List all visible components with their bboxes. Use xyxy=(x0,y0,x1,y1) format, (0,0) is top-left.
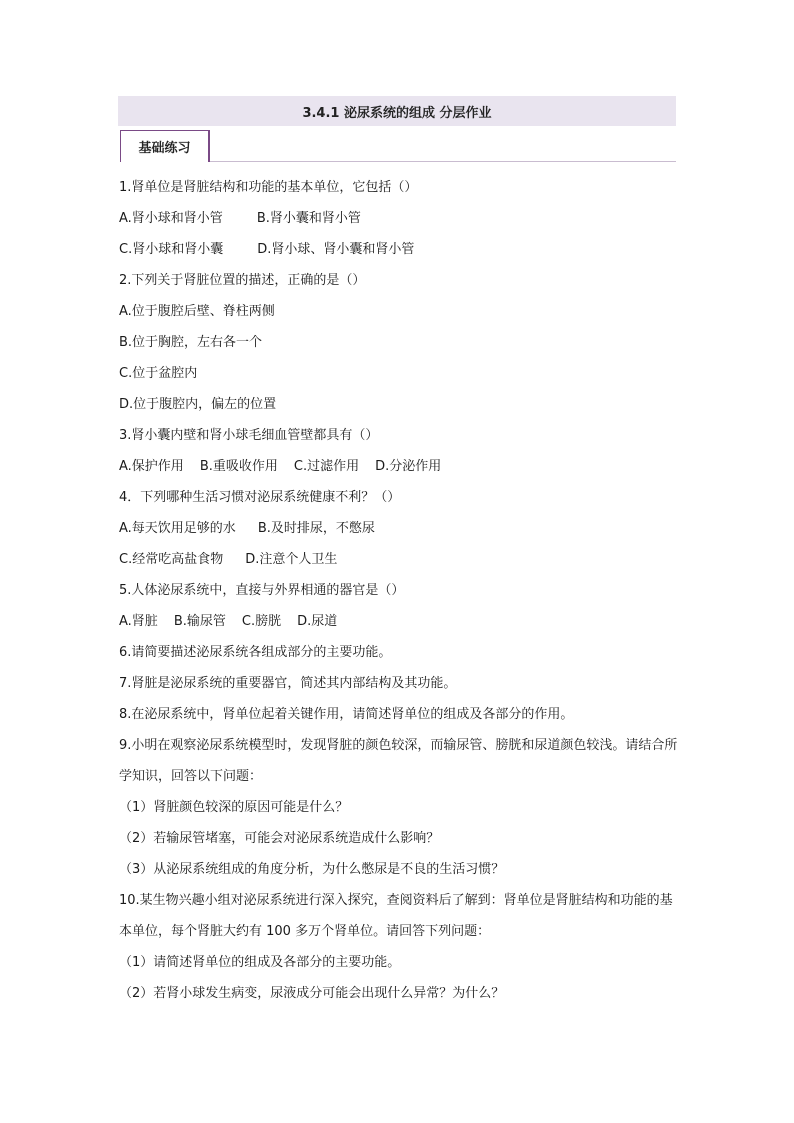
q7-text: 7.肾脏是泌尿系统的重要器官，简述其内部结构及其功能。 xyxy=(119,676,457,691)
q8-text: 8.在泌尿系统中，肾单位起着关键作用，请简述肾单位的组成及各部分的作用。 xyxy=(119,707,574,722)
q5-option-c: C.膀胱 xyxy=(241,614,282,629)
section-label-basic-practice: 基础练习 xyxy=(120,130,210,162)
q9-sub-2: （2）若输尿管堵塞，可能会对泌尿系统造成什么影响？ xyxy=(119,831,440,846)
q5-option-b: B.输尿管 xyxy=(173,614,226,629)
q3-option-a: A.保护作用 xyxy=(119,459,184,474)
q2-option-a: A.位于腹腔后壁、脊柱两侧 xyxy=(119,304,275,319)
q2-stem: 2.下列关于肾脏位置的描述，正确的是（） xyxy=(119,273,366,288)
q1-stem: 1.肾单位是肾脏结构和功能的基本单位，它包括（） xyxy=(119,180,418,195)
q5-options xyxy=(119,606,679,637)
q1-options-row2 xyxy=(119,234,679,265)
q4-option-a: A.每天饮用足够的水 xyxy=(119,521,236,536)
q1-option-d: D.肾小球、肾小囊和肾小管 xyxy=(257,242,415,257)
q4-option-b: B.及时排尿，不憋尿 xyxy=(257,521,375,536)
q2-option-d: D.位于腹腔内，偏左的位置 xyxy=(119,397,277,412)
q3-stem: 3.肾小囊内壁和肾小球毛细血管壁都具有（） xyxy=(119,428,379,443)
q9-sub-1: （1）肾脏颜色较深的原因可能是什么？ xyxy=(119,800,349,815)
q9-sub-3: （3）从泌尿系统组成的角度分析，为什么憋尿是不良的生活习惯？ xyxy=(119,862,505,877)
q4-options-row2 xyxy=(119,544,679,575)
q10-sub-2: （2）若肾小球发生病变，尿液成分可能会出现什么异常？为什么？ xyxy=(119,986,505,1001)
q2-option-b: B.位于胸腔，左右各一个 xyxy=(119,335,263,350)
q5-stem: 5.人体泌尿系统中，直接与外界相通的器官是（） xyxy=(119,583,405,598)
q1-options-row1 xyxy=(119,203,679,234)
q2-option-c: C.位于盆腔内 xyxy=(119,366,198,381)
q9-stem: 9.小明在观察泌尿系统模型时，发现肾脏的颜色较深，而输尿管、膀胱和尿道颜色较浅。请结合所学知识，回答以下问题： xyxy=(119,738,678,784)
q5-option-a: A.肾脏 xyxy=(119,614,158,629)
q10-sub-1: （1）请简述肾单位的组成及各部分的主要功能。 xyxy=(119,955,401,970)
q4-stem: 4．下列哪种生活习惯对泌尿系统健康不利？（） xyxy=(119,490,401,505)
q6-text: 6.请简要描述泌尿系统各组成部分的主要功能。 xyxy=(119,645,392,660)
worksheet-title: 3.4.1 泌尿系统的组成 分层作业 xyxy=(118,96,676,126)
q4-options-row1 xyxy=(119,513,679,544)
q3-option-c: C.过滤作用 xyxy=(293,459,360,474)
q3-option-b: B.重吸收作用 xyxy=(199,459,278,474)
section-divider xyxy=(210,161,676,162)
q3-option-d: D.分泌作用 xyxy=(375,459,442,474)
q5-option-d: D.尿道 xyxy=(297,614,338,629)
q1-option-b: B.肾小囊和肾小管 xyxy=(256,211,361,226)
q3-options xyxy=(119,451,679,482)
q4-option-c: C.经常吃高盐食物 xyxy=(119,552,224,567)
q1-option-c: C.肾小球和肾小囊 xyxy=(119,242,224,257)
q10-stem: 10.某生物兴趣小组对泌尿系统进行深入探究，查阅资料后了解到：肾单位是肾脏结构和功能的基本单位，每个肾脏大约有 100 多万个肾单位。请回答下列问题： xyxy=(119,893,673,939)
q4-option-d: D.注意个人卫生 xyxy=(245,552,338,567)
question-list xyxy=(119,172,679,1009)
q1-option-a: A.肾小球和肾小管 xyxy=(119,211,223,226)
